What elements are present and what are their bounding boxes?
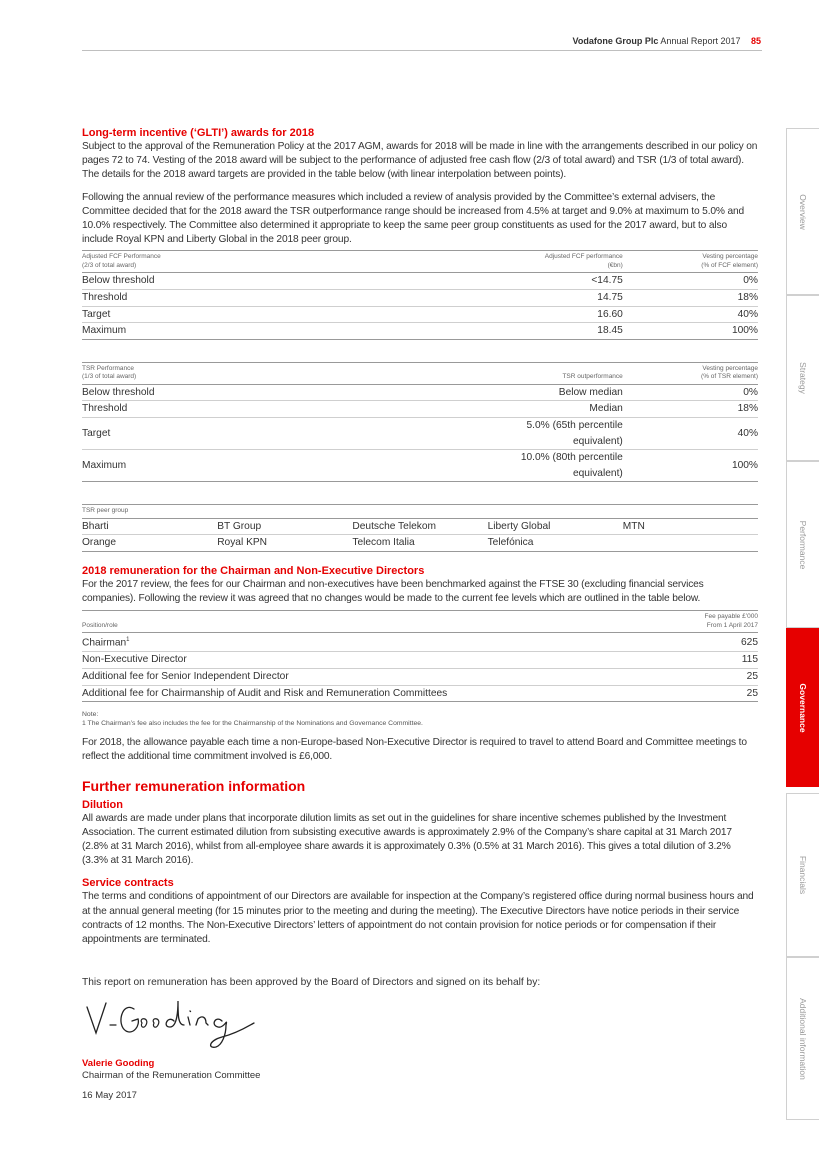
col-header: From 1 April 2017: [706, 621, 758, 629]
fcf-table: [82, 250, 758, 339]
glti-paragraph-2: Following the annual review of the performance measures which included a review of analysis provided by the Committee’s external advisers, the Committee decided that for the 2018 award the TSR outperformance range should be increased from 4.5% at target and 9.0% at maximum to 5.0% and 10.0% respectively. The Committee also determined it appropriate to keep the same peer group constituents as used for the 2017 award, but to also include Royal KPN and Liberty Global in the 2018 peer group.: [82, 191, 745, 246]
table-row: [82, 633, 758, 652]
row-value: 18.45: [488, 323, 623, 340]
col-header: Vesting percentage: [702, 364, 758, 372]
table-row: [82, 306, 758, 323]
col-header: (% of FCF element): [701, 261, 758, 269]
row-value: <14.75: [488, 273, 623, 290]
peer-company: [623, 535, 758, 552]
service-contracts-heading: Service contracts: [82, 877, 174, 890]
dilution-paragraph: All awards are made under plans that incorporate dilution limits as set out in the guidelines for share incentive schemes published by the Investment Association. The current estimated dilution from subsisting executive awards is approximately 2.9% of the Company’s share capital at 31 March 2017 (2.8% at 31 March 2016), whilst from all-employee share awards it is approximately 0.3% (0.5% at 31 March 2016). This gives a total dilution of 3.2% (3.3% at 31 March 2016).: [82, 812, 732, 867]
row-value: Median: [488, 401, 623, 418]
row-label: Threshold: [82, 401, 488, 418]
col-header: Adjusted FCF Performance: [82, 253, 161, 261]
table-row: [82, 535, 758, 552]
row-vesting: 40%: [623, 417, 758, 449]
row-vesting: 100%: [623, 323, 758, 340]
table-row: [82, 669, 758, 686]
row-value: 14.75: [488, 290, 623, 307]
col-header: Fee payable £’000: [704, 613, 758, 621]
row-label: Below threshold: [82, 273, 488, 290]
signatory-block: [82, 1058, 260, 1102]
table-row: [82, 384, 758, 401]
note-text: 1 The Chairman’s fee also includes the fee for the Chairmanship of the Nominations and Governance Committee.: [82, 720, 423, 728]
tsr-table: [82, 362, 758, 483]
signature-image: [82, 995, 282, 1055]
col-header: (2/3 of total award): [82, 261, 137, 269]
col-header: Adjusted FCF performance: [544, 253, 623, 261]
row-label: Non-Executive Director: [82, 652, 657, 669]
row-value: 625: [657, 633, 758, 652]
peer-company: MTN: [623, 518, 758, 535]
table-row: [82, 401, 758, 418]
peer-company: Bharti: [82, 518, 217, 535]
signature-date: 16 May 2017: [82, 1090, 137, 1101]
ned-heading: 2018 remuneration for the Chairman and Non-Executive Directors: [82, 565, 425, 578]
tab-overview[interactable]: [786, 128, 819, 295]
table-row: [82, 323, 758, 340]
glti-heading: Long-term incentive (‘GLTI’) awards for 2018: [82, 127, 315, 139]
table-row: [82, 273, 758, 290]
tab-label: Additional information: [798, 997, 808, 1080]
row-label: Target: [82, 306, 488, 323]
approval-statement: This report on remuneration has been approved by the Board of Directors and signed on its behalf by:: [82, 977, 541, 988]
row-vesting: 18%: [623, 290, 758, 307]
tab-label: Financials: [798, 855, 808, 895]
peer-group-table: [82, 504, 758, 552]
signatory-role: Chairman of the Remuneration Committee: [82, 1070, 261, 1081]
fee-table: [82, 610, 758, 702]
dilution-heading: Dilution: [82, 798, 123, 811]
col-header: TSR peer group: [82, 505, 758, 519]
tab-label: Performance: [798, 520, 808, 569]
page-number: 85: [750, 36, 761, 46]
row-vesting: 18%: [623, 401, 758, 418]
col-header: Position/role: [82, 611, 657, 633]
page-header: [573, 36, 761, 46]
row-label: Maximum: [82, 450, 488, 482]
tab-performance[interactable]: [786, 461, 819, 628]
main-content: [82, 126, 758, 947]
table-row: [82, 450, 758, 482]
service-contracts-paragraph: The terms and conditions of appointment of our Directors are available for inspection at the Company’s registered office during normal business hours and at the annual general meeting (for 15 minutes prior to the meeting and during the meeting). The Executive Directors have notice periods in their service contracts of 12 months. The Non-Executive Directors’ letters of appointment do not contain provision for notice periods or for compensation if their appointments are terminated.: [82, 891, 754, 946]
row-label: Additional fee for Chairmanship of Audit and Risk and Remuneration Committees: [82, 685, 657, 702]
row-value: 115: [657, 652, 758, 669]
row-label: Maximum: [82, 323, 488, 340]
row-value: 16.60: [488, 306, 623, 323]
note-title: Note:: [82, 711, 99, 719]
row-value: 5.0% (65th percentile equivalent): [488, 417, 623, 449]
row-label-text: Chairman: [82, 637, 127, 649]
row-label: [82, 633, 657, 652]
table-row: [82, 290, 758, 307]
peer-company: Liberty Global: [488, 518, 623, 535]
peer-company: BT Group: [217, 518, 352, 535]
row-label: Threshold: [82, 290, 488, 307]
table-row: [82, 652, 758, 669]
row-vesting: 0%: [623, 384, 758, 401]
row-value: Below median: [488, 384, 623, 401]
tab-label: Strategy: [798, 362, 808, 394]
table-row: [82, 685, 758, 702]
table-row: [82, 417, 758, 449]
peer-company: Orange: [82, 535, 217, 552]
peer-company: Telefónica: [488, 535, 623, 552]
glti-paragraph-1: Subject to the approval of the Remuneration Policy at the 2017 AGM, awards for 2018 will be made in line with the arrangements described in our policy on pages 72 to 74. Vesting of the 2018 award will be subject to the performance of adjusted free cash flow (2/3 of total award) and TSR (1/3 of total award). The details for the 2018 award targets are provided in the table below (with linear interpolation between points).: [82, 141, 758, 181]
col-header: TSR Performance: [82, 364, 135, 372]
tab-label: Governance: [798, 682, 808, 733]
row-value: 10.0% (80th percentile equivalent): [488, 450, 623, 482]
footnote-marker: 1: [126, 637, 130, 644]
row-label: Additional fee for Senior Independent Director: [82, 669, 657, 686]
header-divider: [82, 50, 762, 51]
row-label: Target: [82, 417, 488, 449]
section-tabs: [786, 128, 819, 1120]
tab-additional-information[interactable]: [786, 957, 819, 1120]
row-vesting: 40%: [623, 306, 758, 323]
tab-governance[interactable]: [786, 628, 819, 787]
peer-company: Telecom Italia: [352, 535, 487, 552]
report-title: Annual Report 2017: [660, 36, 741, 46]
ned-paragraph: For the 2017 review, the fees for our Chairman and non-executives have been benchmarked against the FTSE 30 (excluding financial services companies). Following the review it was agreed that no changes would be made to the current fee levels which are outlined in the table below.: [82, 579, 704, 605]
table-row: [82, 518, 758, 535]
further-heading: Further remuneration information: [82, 777, 306, 794]
signatory-name: Valerie Gooding: [82, 1058, 155, 1069]
col-header: TSR outperformance: [562, 373, 623, 381]
travel-allowance-paragraph: For 2018, the allowance payable each time a non-Europe-based Non-Executive Director is required to travel to attend Board and Committee meetings to reflect the additional time commitment involved is £6,000.: [82, 737, 747, 763]
row-value: 25: [657, 685, 758, 702]
row-label: Below threshold: [82, 384, 488, 401]
tab-financials[interactable]: [786, 793, 819, 957]
row-vesting: 100%: [623, 450, 758, 482]
col-header: (% of TSR element): [701, 373, 758, 381]
row-value: 25: [657, 669, 758, 686]
row-vesting: 0%: [623, 273, 758, 290]
tab-label: Overview: [798, 193, 808, 230]
company-name: Vodafone Group Plc: [572, 36, 659, 46]
col-header: (€bn): [607, 261, 623, 269]
col-header: (1/3 of total award): [82, 373, 137, 381]
table-note: [82, 710, 758, 728]
peer-company: Royal KPN: [217, 535, 352, 552]
col-header: Vesting percentage: [702, 253, 758, 261]
tab-strategy[interactable]: [786, 295, 819, 461]
peer-company: Deutsche Telekom: [352, 518, 487, 535]
